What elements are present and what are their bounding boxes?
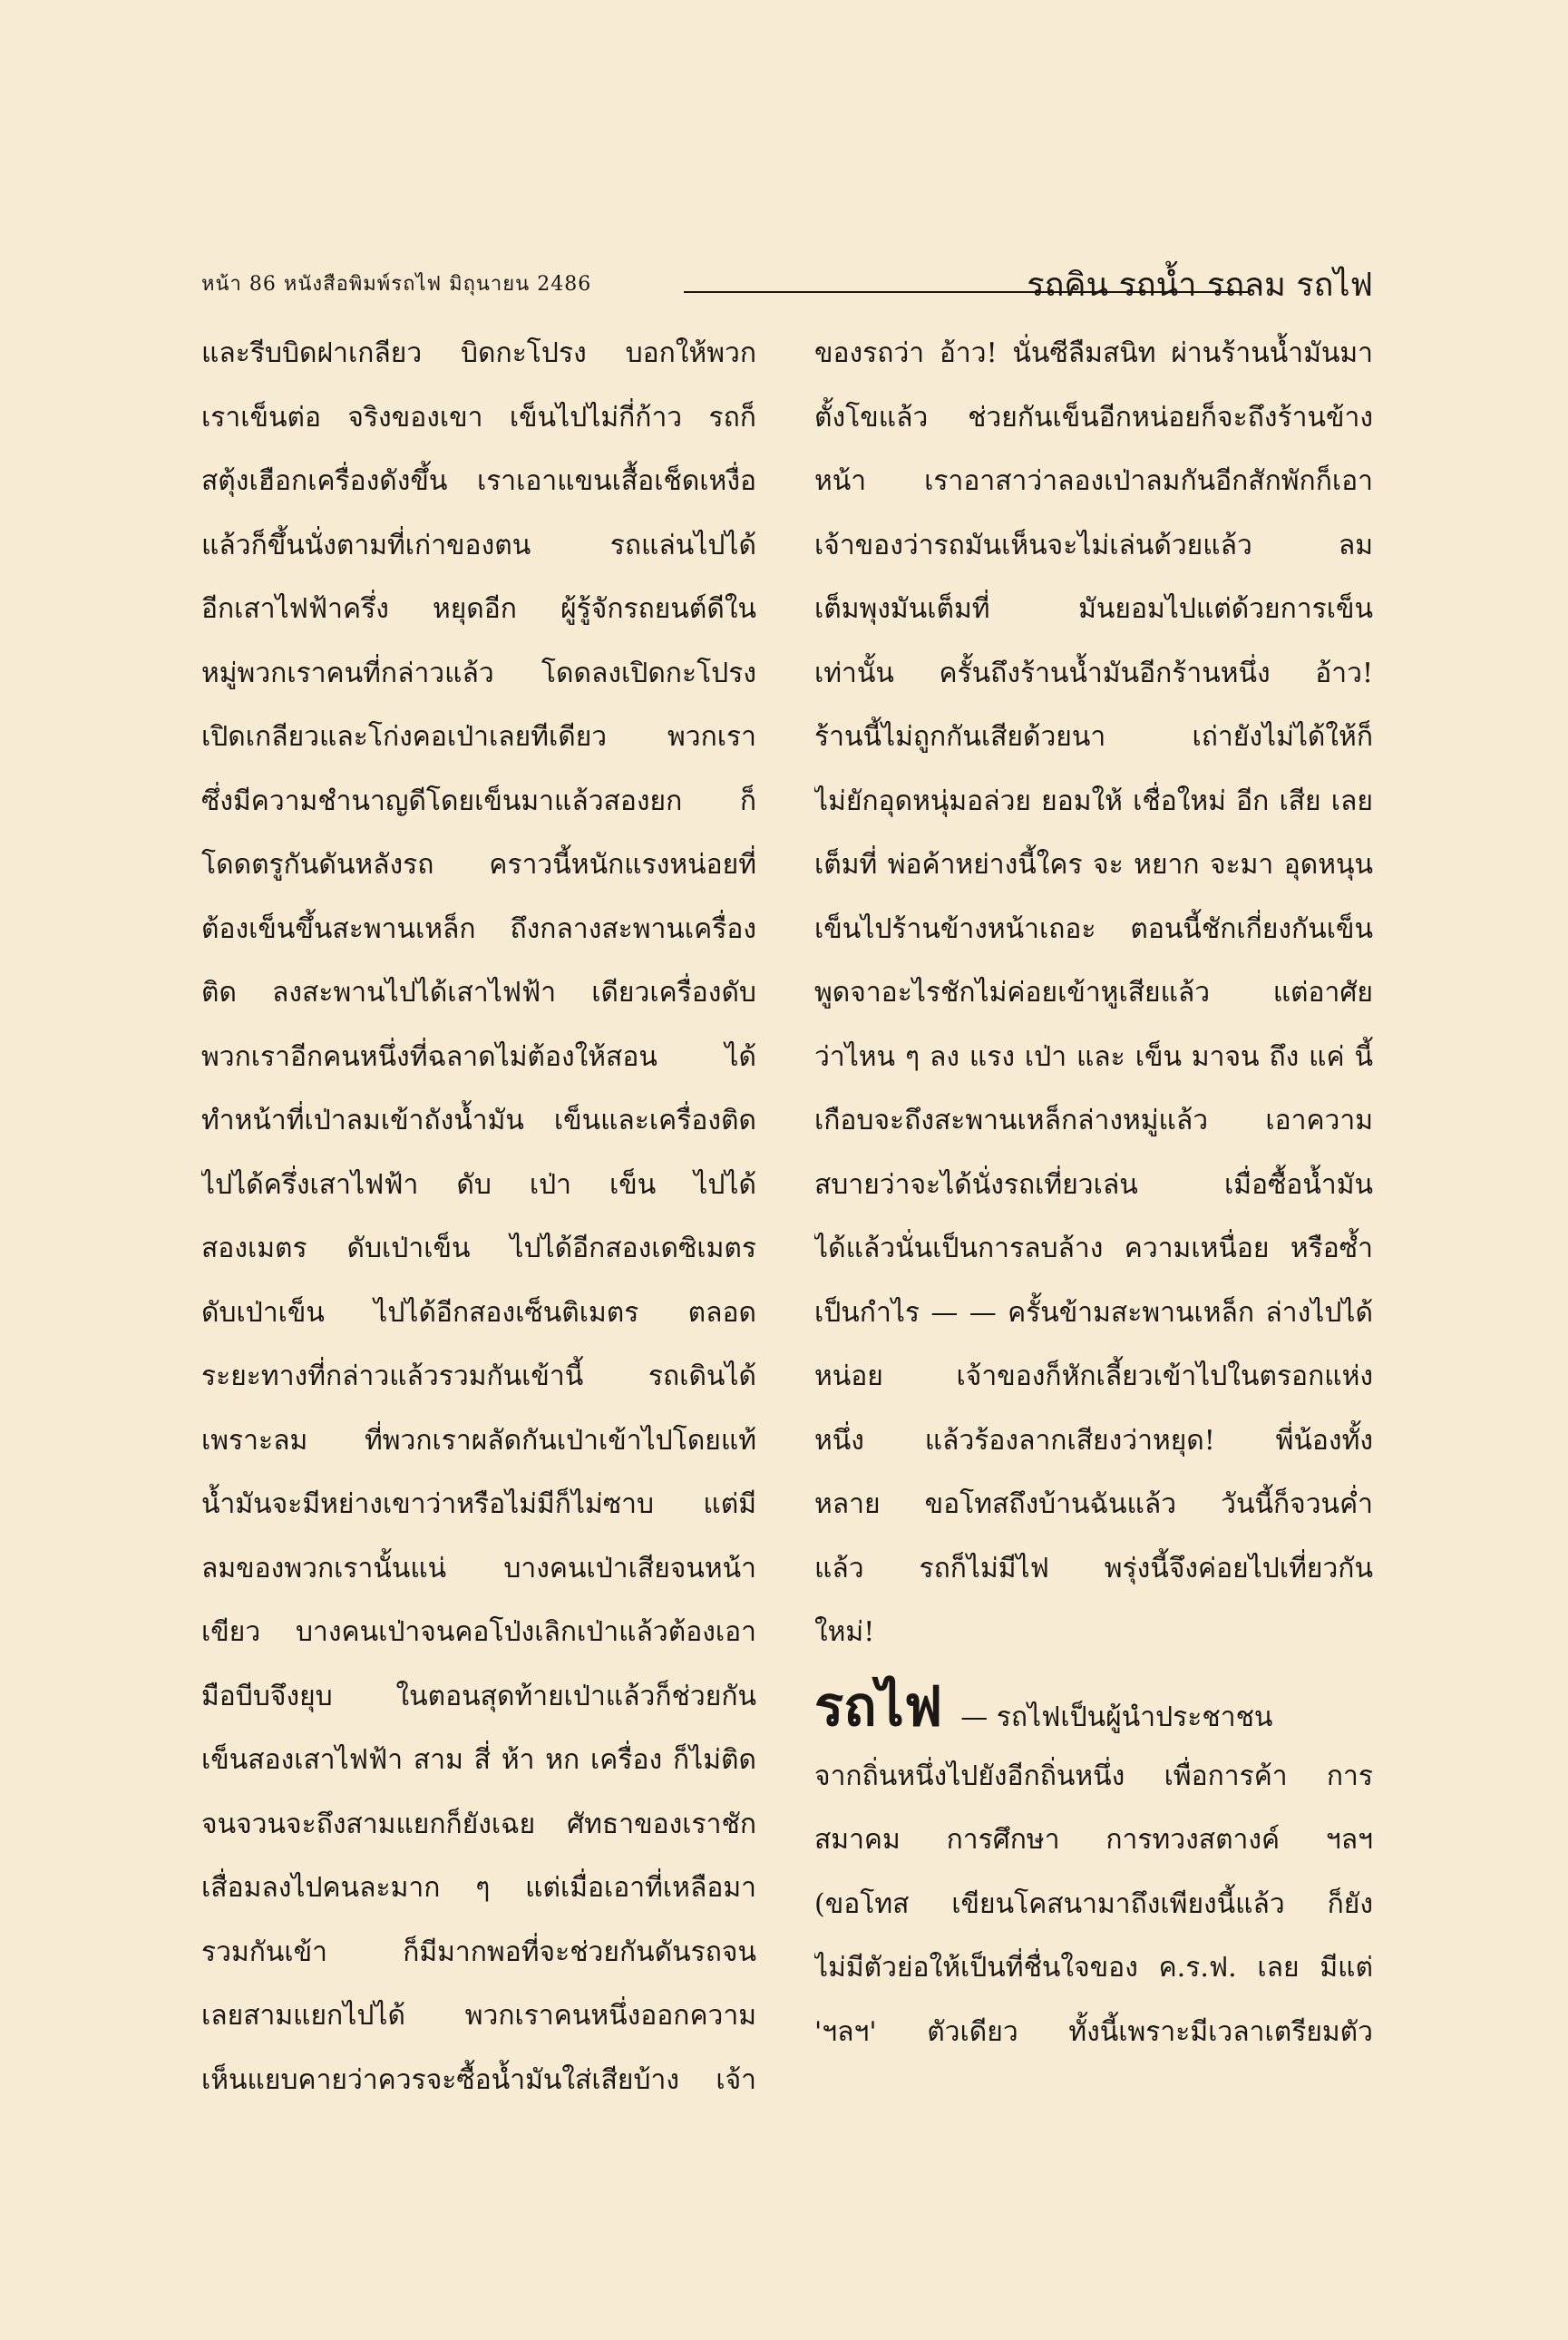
word: และ — [1076, 1040, 1125, 1073]
word: ความเหนื่อย — [1124, 1233, 1270, 1264]
right-column-text — [814, 322, 1373, 1665]
header-title: รถคิน รถน้ำ รถลม รถไฟ — [1027, 267, 1373, 304]
text-line — [814, 1345, 1373, 1409]
text-line — [814, 1745, 1373, 1809]
word: ล่างไปได้ — [1265, 1296, 1373, 1329]
word: นี้ — [1354, 1040, 1373, 1073]
word: ช่วยกันเข็นอีกหน่อยก็จะถึงร้านข้าง — [968, 401, 1373, 434]
word: ร้านนี้ไม่ถูกกันเสียด้วยนา — [814, 721, 1106, 753]
word: จะ — [1093, 849, 1124, 881]
word: ไปได้อีกสองเดซิเมตร — [510, 1233, 756, 1264]
word: น้ำมันจะมีหย่างเขาว่าหรือไม่มีก็ไม่ซาบ — [201, 1488, 655, 1520]
word: อ้าว! — [1315, 657, 1373, 689]
word: เสีย — [1279, 785, 1321, 817]
word: ว่าไหน — [814, 1040, 896, 1073]
word: ระยะทางที่กล่าวแล้วรวมกันเข้านี้ — [201, 1360, 584, 1392]
word: ไม่มีตัวย่อให้เป็นที่ชื่นใจของ — [814, 1952, 1138, 1984]
word: เจ้าของก็หักเลี้ยวเข้าไปในตรอกแห่ง — [956, 1360, 1373, 1392]
word: เดียวเครื่องดับ — [591, 977, 756, 1009]
word: ครั้นถึงร้านน้ำมันอีกร้านหนึ่ง — [939, 657, 1271, 689]
word: หน้า — [814, 465, 867, 497]
word: ตั้งโขแล้ว — [814, 401, 929, 434]
word: — — [969, 1296, 997, 1329]
word: เป็นกำไร — [814, 1296, 920, 1329]
word: เข็น — [1135, 1040, 1182, 1073]
word: เต็มที่ — [814, 849, 878, 881]
text-line — [814, 514, 1373, 579]
word: พรุ่งนี้จึงค่อยไปเที่ยวกัน — [1104, 1552, 1373, 1584]
text-line — [201, 1282, 756, 1346]
word: อีก — [1236, 785, 1270, 817]
word: เชื่อใหม่ — [1133, 785, 1226, 817]
word: พูดจาอะไรชักไม่ค่อยเข้าหูเสียแล้ว — [814, 977, 1211, 1009]
word: ลม — [1338, 529, 1373, 561]
word: เข็นสองเสาไฟฟ้า — [201, 1744, 404, 1776]
word: ได้แล้วนั่นเป็นการลบล้าง — [814, 1233, 1104, 1264]
word: ติด — [201, 977, 237, 1009]
word: เมื่อซื้อน้ำมัน — [1223, 1168, 1373, 1201]
word: เถ่ายังไม่ได้ให้ก็ — [1192, 721, 1373, 753]
text-line — [814, 1473, 1373, 1537]
word: สี่ — [473, 1744, 491, 1776]
word: เข็นไปไม่กี่ก้าว — [509, 401, 683, 434]
word: ศัทธาของเราชัก — [567, 1808, 756, 1840]
word: ไม่ยักอุดหนุ่มอล่วย — [814, 785, 1031, 817]
word: หน่อย — [814, 1360, 883, 1392]
text-line — [201, 1473, 756, 1537]
text-line — [814, 898, 1373, 962]
text-line — [201, 1089, 756, 1154]
text-line — [814, 1409, 1373, 1474]
text-line — [814, 2001, 1373, 2065]
word: ฯลฯ — [1325, 1824, 1373, 1856]
word: ไปได้ — [694, 1168, 756, 1201]
word: เครื่อง — [590, 1744, 663, 1776]
word: โดดตรูกันดันหลังรถ — [201, 849, 434, 881]
word: (ขอโทส — [814, 1887, 910, 1920]
section-title: รถไฟ — [814, 1674, 943, 1739]
left-column — [201, 322, 756, 2112]
text-line — [201, 2049, 756, 2113]
word: เลยสามแยกไปได้ — [201, 2000, 405, 2032]
word: ลงสะพานไปได้เสาไฟฟ้า — [272, 977, 557, 1009]
word: มันยอมไปแต่ด้วยการเข็น — [1078, 593, 1373, 625]
word: แล้วร้องลากเสียงว่าหยุด! — [924, 1424, 1215, 1457]
text-line — [814, 322, 1373, 386]
word: พวกเราคนหนึ่งออกความ — [464, 2000, 756, 2032]
text-line — [201, 1601, 756, 1665]
page-header — [201, 258, 1373, 302]
word: เขียว — [201, 1616, 261, 1648]
word: นั่นซีลืมสนิท — [1012, 337, 1156, 369]
word: เจ้า — [716, 2063, 756, 2096]
text-line: ใหม่! — [814, 1616, 875, 1648]
word: ซึ่งมีความชำนาญดีโดยเข็นมาแล้วสองยก — [201, 785, 683, 817]
right-column — [814, 322, 1373, 2064]
word: เห็นแยบคายว่าควรจะซื้อน้ำมันใส่เสียบ้าง — [201, 2063, 680, 2096]
word: ก็ยัง — [1327, 1887, 1373, 1920]
word: บางคนเป่าจนคอโป่งเลิกเป่าแล้วต้องเอา — [295, 1616, 756, 1648]
word: ได้ — [725, 1040, 756, 1073]
word: อีกเสาไฟฟ้าครึ่ง — [201, 593, 389, 625]
word: เสื่อมลงไปคนละมาก — [201, 1872, 441, 1904]
section-first-line: — รถไฟเป็นผู้นำประชาชน — [960, 1701, 1273, 1733]
text-line — [201, 1857, 756, 1921]
word: แรง — [969, 1040, 1016, 1073]
word: แล้วก็ขึ้นนั่งตามที่เก่าของตน — [201, 529, 531, 561]
word: ก็ — [739, 785, 756, 817]
word: จะมา — [1209, 849, 1274, 881]
word: เป่า — [1024, 1040, 1067, 1073]
text-line — [201, 1537, 756, 1602]
word: เพื่อการค้า — [1164, 1760, 1288, 1792]
section-heading — [814, 1669, 1373, 1745]
word: ดับเป่าเข็น — [346, 1233, 471, 1264]
text-line — [201, 1026, 756, 1090]
word: พวกเราอีกคนหนึ่งที่ฉลาดไม่ต้องให้สอน — [201, 1040, 657, 1073]
word: — — [930, 1296, 959, 1329]
text-line — [201, 514, 756, 579]
word: ลมของพวกเรานั้นแน่ — [201, 1552, 447, 1584]
word: เลย — [1330, 785, 1373, 817]
word: การ — [1326, 1760, 1373, 1792]
word: ตัวเดียว — [927, 2015, 1018, 2048]
text-line — [201, 770, 756, 834]
word: เราเข็นต่อ — [201, 401, 321, 434]
word: แต่มี — [703, 1488, 756, 1520]
word: เพราะลม — [201, 1424, 308, 1457]
word: รวมกันเข้า — [201, 1935, 328, 1968]
word: ไปได้อีกสองเซ็นติเมตร — [374, 1296, 639, 1329]
word: หยุดอีก — [432, 593, 517, 625]
text-line — [814, 1026, 1373, 1090]
word: ของรถว่า — [814, 337, 925, 369]
word: ค.ร.ฟ. — [1158, 1952, 1237, 1984]
word: เข็น — [609, 1168, 657, 1201]
word: ในตอนสุดท้ายเป่าแล้วก็ช่วยกัน — [395, 1680, 756, 1712]
word: สมาคม — [814, 1824, 901, 1856]
text-line — [814, 450, 1373, 514]
word: เข็นและเครื่องติด — [553, 1105, 756, 1136]
word: เต็มพุงมันเต็มที่ — [814, 593, 990, 625]
word: แต่เมื่อเอาที่เหลือมา — [525, 1872, 756, 1904]
word: ห้า — [501, 1744, 535, 1776]
word: เป่า — [529, 1168, 572, 1201]
word: เอาความ — [1265, 1105, 1373, 1136]
word: โดดลงเปิดกะโปรง — [541, 657, 756, 689]
text-line — [201, 1345, 756, 1409]
text-line — [814, 1089, 1373, 1154]
word: มาจน — [1191, 1040, 1260, 1073]
text-line — [201, 578, 756, 642]
text-line — [201, 1409, 756, 1474]
word: สบายว่าจะได้นั่งรถเที่ยวเล่น — [814, 1168, 1138, 1201]
word: สองเมตร — [201, 1233, 307, 1264]
text-line — [201, 834, 756, 898]
word: การศึกษา — [946, 1824, 1060, 1856]
text-line — [814, 770, 1373, 834]
text-line — [814, 386, 1373, 451]
word: เลย — [1257, 1952, 1300, 1984]
word: หรือซ้ำ — [1290, 1233, 1373, 1264]
word: รถก็ไม่มีไฟ — [919, 1552, 1049, 1584]
word: เขียนโคสนามาถึงเพียงนี้แล้ว — [951, 1887, 1285, 1920]
word: บิดกะโปรง — [461, 337, 587, 369]
word: ถึง — [1269, 1040, 1300, 1073]
text-line — [814, 961, 1373, 1026]
word: รถก็ — [708, 401, 756, 434]
text-line — [201, 386, 756, 451]
word: อ้าว! — [939, 337, 998, 369]
word: หมู่พวกเราคนที่กล่าวแล้ว — [201, 657, 494, 689]
word: เจ้าของว่ารถมันเห็นจะไม่เล่นด้วยแล้ว — [814, 529, 1252, 561]
word: จากถิ่นหนึ่งไปยังอีกถิ่นหนึ่ง — [814, 1760, 1125, 1792]
text-line — [814, 834, 1373, 898]
word: บางคนเป่าเสียจนหน้า — [503, 1552, 756, 1584]
text-line — [201, 1984, 756, 2049]
word: สาม — [413, 1744, 463, 1776]
word: วันนี้ก็จวนค่ำ — [1221, 1488, 1373, 1520]
text-line — [201, 898, 756, 962]
text-line — [814, 1282, 1373, 1346]
word: ก็มีมากพอที่จะช่วยกันดันรถจน — [403, 1935, 756, 1968]
word: ๆ — [904, 1040, 920, 1073]
word: เราอาสาว่าลองเป่าลมกันอีกสักพักก็เอา — [924, 465, 1373, 497]
text-line — [814, 706, 1373, 770]
text-line — [814, 1873, 1373, 1937]
word: ดับ — [456, 1168, 492, 1201]
text-line — [201, 1217, 756, 1282]
text-line — [814, 1537, 1373, 1602]
text-line — [201, 322, 756, 386]
text-line — [201, 1729, 756, 1793]
text-line — [201, 1793, 756, 1857]
word: ไปได้ครึ่งเสาไฟฟ้า — [201, 1168, 419, 1201]
word: พวกเรา — [667, 721, 756, 753]
word: ครั้นข้ามสะพานเหล็ก — [1008, 1296, 1255, 1329]
word: แล้ว — [814, 1552, 864, 1584]
word: หนึ่ง — [814, 1424, 864, 1457]
word: แค่ — [1309, 1040, 1345, 1073]
word: พี่น้องทั้ง — [1275, 1424, 1373, 1457]
word: ๆ — [475, 1872, 491, 1904]
word: บอกให้พวก — [625, 337, 756, 369]
word: พ่อค้าหย่างนี้ใคร — [887, 849, 1083, 881]
word: มีแต่ — [1320, 1952, 1373, 1984]
word: หลาย — [814, 1488, 881, 1520]
word: เท่านั้น — [814, 657, 894, 689]
word: ทำหน้าที่เป่าลมเข้าถังน้ำมัน — [201, 1105, 524, 1136]
word: ถึงกลางสะพานเครื่อง — [510, 912, 756, 945]
word: ตลอด — [687, 1296, 756, 1329]
text-line — [814, 1217, 1373, 1282]
word: ยอมให้ — [1041, 785, 1123, 817]
text-line — [814, 642, 1373, 707]
word: อุดหนุน — [1283, 849, 1373, 881]
word: ที่พวกเราผลัดกันเป่าเข้าไปโดยแท้ — [364, 1424, 756, 1457]
word: 'ฯลฯ' — [814, 2015, 877, 2048]
word: หยาก — [1134, 849, 1200, 881]
word: ลง — [929, 1040, 960, 1073]
word: ก็ไม่ติด — [672, 1744, 756, 1776]
word: และรีบบิดฝาเกลียว — [201, 337, 423, 369]
section-body — [814, 1745, 1373, 2065]
header-page-info: หน้า 86 หนังสือพิมพ์รถไฟ มิถุนายน 2486 — [201, 273, 592, 296]
word: จนจวนจะถึงสามแยกก็ยังเฉย — [201, 1808, 536, 1840]
word: สตุ้งเฮือกเครื่องดังขึ้น — [201, 465, 448, 497]
word: ตอนนี้ชักเกี่ยงกันเข็น — [1130, 912, 1373, 945]
text-line — [201, 1665, 756, 1730]
word: จริงของเขา — [347, 401, 483, 434]
text-line — [201, 450, 756, 514]
word: รถแล่นไปได้ — [609, 529, 756, 561]
text-line — [814, 1936, 1373, 2001]
word: ต้องเข็นขึ้นสะพานเหล็ก — [201, 912, 476, 945]
word: ผ่านร้านน้ำมันมา — [1171, 337, 1373, 369]
word: เปิดเกลียวและโก่งคอเป่าเลยทีเดียว — [201, 721, 608, 753]
word: เข็นไปร้านข้างหน้าเถอะ — [814, 912, 1096, 945]
text-line — [814, 578, 1373, 642]
text-line — [814, 1809, 1373, 1873]
text-line — [201, 1921, 756, 1985]
word: แต่อาศัย — [1272, 977, 1373, 1009]
word: หก — [545, 1744, 580, 1776]
word: เกือบจะถึงสะพานเหล็กล่างหมู่แล้ว — [814, 1105, 1209, 1136]
word: คราวนี้หนักแรงหน่อยที่ — [489, 849, 756, 881]
text-line — [201, 961, 756, 1026]
word: มือบีบจึงยุบ — [201, 1680, 333, 1712]
word: เราเอาแขนเสื้อเช็ดเหงื่อ — [476, 465, 756, 497]
text-line — [201, 1154, 756, 1218]
word: ผู้รู้จักรถยนต์ดีใน — [560, 593, 756, 625]
word: ทั้งนี้เพราะมีเวลาเตรียมตัว — [1068, 2015, 1373, 2048]
word: ดับเป่าเข็น — [201, 1296, 325, 1329]
text-line — [201, 642, 756, 707]
text-line — [201, 706, 756, 770]
word: รถเดินได้ — [648, 1360, 756, 1392]
word: ขอโทสถึงบ้านฉันแล้ว — [924, 1488, 1177, 1520]
word: การทวงสตางค์ — [1105, 1824, 1281, 1856]
text-line — [814, 1154, 1373, 1218]
